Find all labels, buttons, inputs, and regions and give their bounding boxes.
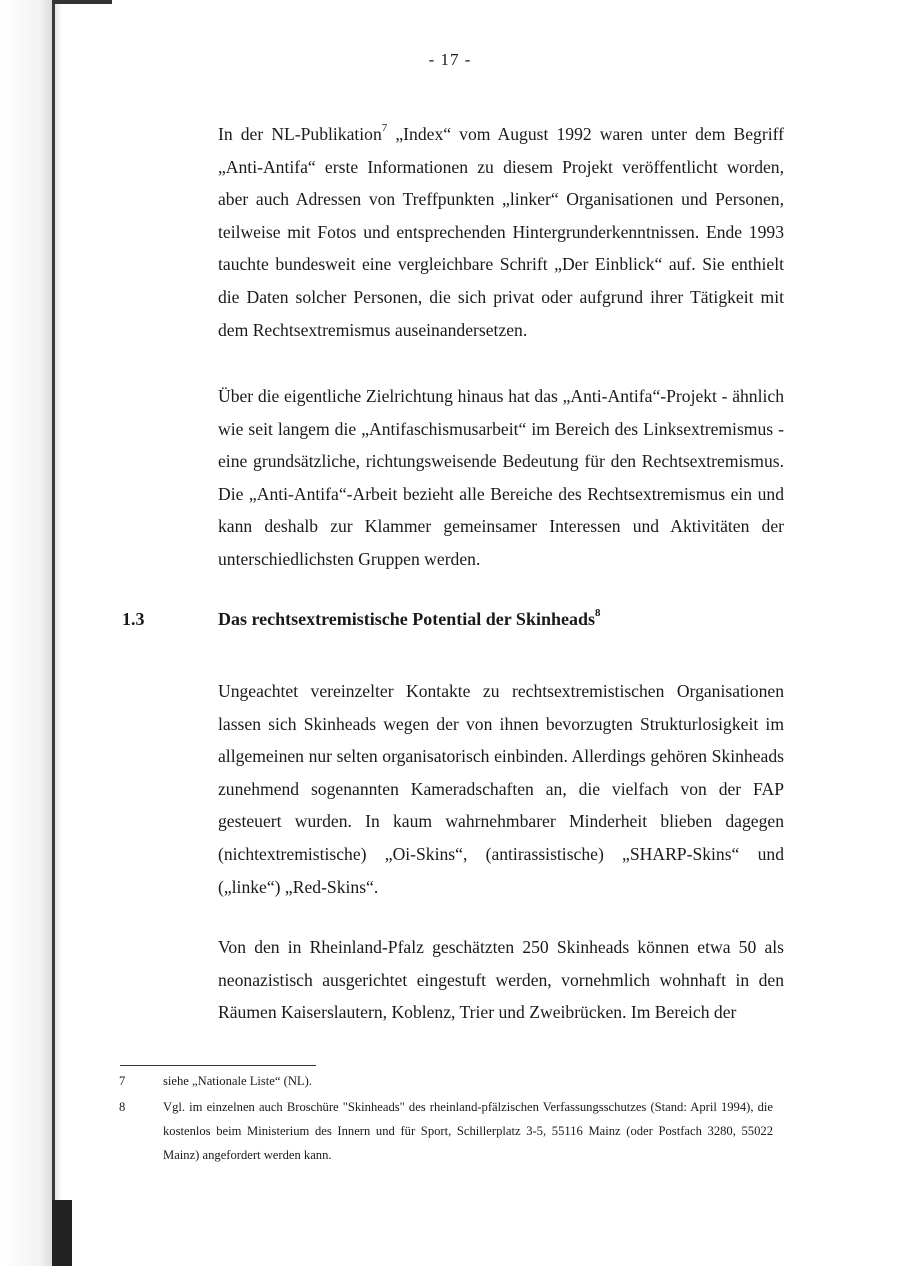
section-number: 1.3	[122, 609, 145, 629]
footnote-divider	[120, 1065, 316, 1066]
section-title-text: Das rechtsextremistische Potential der Skinheads	[218, 609, 595, 629]
page-number: - 17 -	[428, 50, 472, 69]
footnote-number: 7	[119, 1074, 126, 1088]
scan-top-edge	[52, 0, 112, 4]
footnote-text: Vgl. im einzelnen auch Broschüre "Skinheads" des rheinland-pfälzischen Verfassungsschutzes (Stand: April 1994), die kostenlos beim Ministerium des Innern und für Sport, Schillerplatz 3-5, 55116 Mainz (oder Postfach 3280, 55022 Mainz) angefordert werden kann.	[163, 1100, 773, 1162]
paragraph-2: Über die eigentliche Zielrichtung hinaus hat das „Anti-Antifa“-Projekt - ähnlich wie seit langem die „Antifaschismusarbeit“ im Bereich des Linksextremismus - eine grundsätzliche, richtungsweisende Bedeutung für den Rechtsextremismus. Die „Anti-Antifa“-Arbeit bezieht alle Bereiche des Rechtsextremismus ein und kann deshalb zur Klammer gemeinsamer Interessen und Aktivitäten der unterschiedlichsten Gruppen werden.	[218, 386, 784, 569]
paragraph-1-rest: „Index“ vom August 1992 waren unter dem Begriff „Anti-Antifa“ erste Informationen zu diesem Projekt veröffentlicht worden, aber auch Adressen von Treffpunkten „linker“ Organisationen und Personen, teilweise mit Fotos und entsprechenden Hintergrunderkenntnissen. Ende 1993 tauchte bundesweit eine vergleichbare Schrift „Der Einblick“ auf. Sie enthielt die Daten solcher Personen, die sich privat oder aufgrund ihrer Tätigkeit mit dem Rechtsextremismus auseinandersetzen.	[218, 124, 784, 340]
footnote-ref-7[interactable]: 7	[381, 122, 388, 135]
footnote-text: siehe „Nationale Liste“ (NL).	[163, 1074, 312, 1088]
paragraph-1	[218, 118, 784, 346]
paragraph-1-start: In der NL-Publikation	[218, 124, 382, 144]
scan-binding-edge	[52, 0, 55, 1266]
footnote-ref-8[interactable]: 8	[594, 607, 601, 619]
paragraph-3: Ungeachtet vereinzelter Kontakte zu rechtsextremistischen Organisationen lassen sich Skinheads wegen der von ihnen bevorzugten Strukturlosigkeit im allgemeinen nur selten organisatorisch einbinden. Allerdings gehören Skinheads zunehmend sogenannten Kameradschaften an, die vielfach von der FAP gesteuert wurden. In kaum wahrnehmbarer Minderheit blieben dagegen (nichtextremistische) „Oi-Skins“, (antirassistische) „SHARP-Skins“ und („linke“) „Red-Skins“.	[218, 681, 784, 897]
paragraph-4: Von den in Rheinland-Pfalz geschätzten 250 Skinheads können etwa 50 als neonazistisch ausgerichtet eingestuft werden, vornehmlich wohnhaft in den Räumen Kaiserslautern, Koblenz, Trier und Zweibrücken. Im Bereich der	[218, 937, 784, 1023]
footnote-number: 8	[119, 1100, 126, 1114]
scan-bottom-edge	[52, 1200, 72, 1266]
section-title	[218, 609, 600, 630]
